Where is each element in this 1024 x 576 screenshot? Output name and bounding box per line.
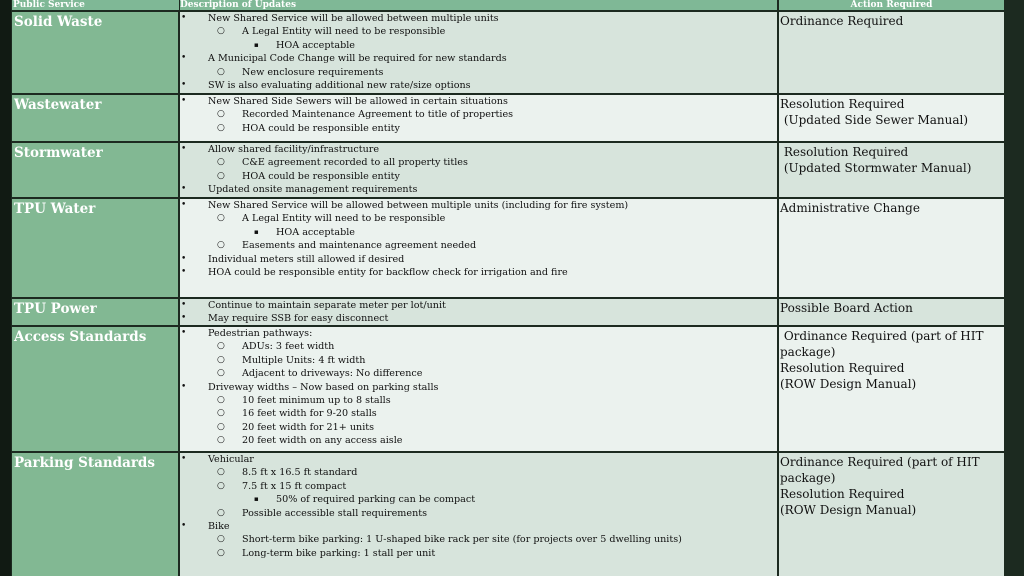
bullet-icon: • bbox=[181, 313, 187, 324]
action-text: Ordinance Required (part of HIT bbox=[780, 455, 980, 469]
action-text: Administrative Change bbox=[780, 201, 920, 215]
service-name: Solid Waste bbox=[12, 12, 178, 93]
description-item: Vehicular bbox=[208, 454, 254, 465]
bullet-icon: ○ bbox=[217, 122, 225, 133]
description-item: 20 feet width for 21+ units bbox=[242, 421, 375, 433]
bullet-icon: ○ bbox=[217, 26, 225, 37]
bullet-icon: ○ bbox=[217, 435, 225, 446]
description-item: Long-term bike parking: 1 stall per unit bbox=[242, 547, 436, 559]
bullet-icon: ○ bbox=[217, 341, 225, 352]
bullet-icon: ○ bbox=[217, 170, 225, 181]
action-cell bbox=[779, 95, 1004, 141]
description-item: 7.5 ft x 15 ft compact bbox=[242, 480, 347, 492]
bullet-icon: ○ bbox=[217, 354, 225, 365]
bullet-icon: • bbox=[181, 80, 187, 90]
description-cell bbox=[180, 95, 777, 141]
bullet-icon: ○ bbox=[217, 213, 225, 224]
header-description: Description of Updates bbox=[180, 0, 777, 10]
service-name: Access Standards bbox=[12, 327, 178, 451]
description-item: New Shared Service will be allowed between multiple units bbox=[208, 13, 499, 24]
bullet-icon: ○ bbox=[217, 109, 225, 120]
description-item: Allow shared facility/infrastructure bbox=[208, 144, 380, 155]
description-item: 10 feet minimum up to 8 stalls bbox=[242, 395, 391, 406]
description-item: Short-term bike parking: 1 U-shaped bike rack per site (for projects over 5 dwelling units) bbox=[242, 534, 682, 546]
description-cell bbox=[180, 199, 777, 297]
bullet-icon: ▪ bbox=[254, 495, 259, 504]
bullet-icon: • bbox=[181, 144, 187, 154]
bullet-icon: ○ bbox=[217, 66, 225, 77]
bullet-icon: ▪ bbox=[254, 40, 259, 49]
bullet-icon: ○ bbox=[217, 157, 225, 168]
action-text: Possible Board Action bbox=[780, 301, 913, 315]
action-text: (Updated Side Sewer Manual) bbox=[780, 113, 969, 127]
description-item: New enclosure requirements bbox=[242, 66, 384, 78]
service-name: Stormwater bbox=[12, 143, 178, 197]
bullet-icon: ○ bbox=[217, 534, 225, 545]
bullet-icon: • bbox=[181, 381, 187, 392]
bullet-icon: ○ bbox=[217, 408, 225, 419]
action-text: (ROW Design Manual) bbox=[780, 377, 917, 391]
bullet-icon: ○ bbox=[217, 467, 225, 478]
bullet-icon: ○ bbox=[217, 547, 225, 558]
description-cell bbox=[180, 143, 777, 197]
bullet-icon: ○ bbox=[217, 421, 225, 432]
description-item: Easements and maintenance agreement needed bbox=[242, 240, 477, 252]
action-text: Resolution Required bbox=[780, 361, 905, 375]
description-cell bbox=[180, 453, 777, 576]
action-cell bbox=[779, 199, 1004, 297]
description-item: HOA acceptable bbox=[276, 39, 355, 51]
description-item: 20 feet width on any access aisle bbox=[242, 435, 403, 447]
bullet-icon: • bbox=[181, 200, 187, 210]
description-item: ADUs: 3 feet width bbox=[242, 341, 335, 353]
description-item: Bike bbox=[208, 521, 230, 532]
action-cell bbox=[779, 453, 1004, 576]
action-cell bbox=[779, 12, 1004, 93]
bullet-icon: • bbox=[181, 253, 187, 264]
action-text: Resolution Required bbox=[780, 145, 909, 159]
description-item: A Legal Entity will need to be responsible bbox=[242, 213, 446, 225]
service-name: TPU Power bbox=[12, 299, 178, 325]
action-text: Resolution Required bbox=[780, 487, 905, 501]
description-item: HOA acceptable bbox=[276, 226, 355, 238]
action-text: package) bbox=[780, 345, 836, 359]
description-item: New Shared Side Sewers will be allowed in certain situations bbox=[208, 96, 508, 107]
bullet-icon: • bbox=[181, 454, 187, 464]
bullet-icon: • bbox=[181, 328, 187, 338]
service-name: Wastewater bbox=[12, 95, 178, 141]
bullet-icon: ○ bbox=[217, 240, 225, 251]
service-name: TPU Water bbox=[12, 199, 178, 297]
description-item: HOA could be responsible entity bbox=[242, 170, 400, 182]
description-item: Adjacent to driveways: No difference bbox=[242, 368, 423, 380]
description-cell bbox=[180, 327, 777, 451]
description-item: Recorded Maintenance Agreement to title of properties bbox=[242, 109, 514, 121]
description-item: Updated onsite management requirements bbox=[208, 184, 418, 196]
action-text: (ROW Design Manual) bbox=[780, 503, 917, 517]
description-item: Multiple Units: 4 ft width bbox=[242, 354, 366, 366]
slide-left-edge bbox=[0, 0, 11, 576]
bullet-icon: ○ bbox=[217, 395, 225, 405]
description-cell bbox=[180, 12, 777, 93]
bullet-icon: ○ bbox=[217, 507, 225, 518]
description-item: Driveway widths – Now based on parking stalls bbox=[208, 381, 439, 393]
action-cell bbox=[779, 299, 1004, 325]
description-item: A Legal Entity will need to be responsible bbox=[242, 26, 446, 38]
description-cell bbox=[180, 299, 777, 325]
bullet-icon: • bbox=[181, 13, 187, 23]
action-text: (Updated Stormwater Manual) bbox=[780, 161, 972, 175]
header-action: Action Required bbox=[779, 0, 1004, 10]
action-cell bbox=[779, 143, 1004, 197]
action-text: Ordinance Required (part of HIT bbox=[780, 329, 984, 343]
bullet-icon: • bbox=[181, 53, 187, 64]
bullet-icon: • bbox=[181, 267, 187, 277]
description-item: Continue to maintain separate meter per lot/unit bbox=[208, 300, 446, 311]
description-item: Possible accessible stall requirements bbox=[242, 507, 428, 519]
description-item: A Municipal Code Change will be required for new standards bbox=[208, 53, 507, 65]
bullet-icon: • bbox=[181, 300, 187, 310]
description-item: New Shared Service will be allowed between multiple units (including for fire system) bbox=[208, 200, 629, 211]
action-text: package) bbox=[780, 471, 836, 485]
bullet-icon: • bbox=[181, 521, 187, 531]
description-item: May require SSB for easy disconnect bbox=[208, 313, 389, 325]
description-item: 8.5 ft x 16.5 ft standard bbox=[242, 467, 358, 479]
action-cell bbox=[779, 327, 1004, 451]
service-name: Parking Standards bbox=[12, 453, 178, 576]
bullet-icon: • bbox=[181, 184, 187, 195]
bullet-icon: ○ bbox=[217, 368, 225, 379]
description-item: C&E agreement recorded to all property titles bbox=[242, 157, 468, 169]
description-item: HOA could be responsible entity for backflow check for irrigation and fire bbox=[208, 267, 568, 278]
bullet-icon: ○ bbox=[217, 480, 225, 491]
description-item: Pedestrian pathways: bbox=[208, 328, 313, 339]
description-item: HOA could be responsible entity bbox=[242, 122, 400, 134]
action-text: Ordinance Required bbox=[780, 14, 904, 28]
action-text: Resolution Required bbox=[780, 97, 905, 111]
description-item: SW is also evaluating additional new rate/size options bbox=[208, 80, 471, 91]
description-item: Individual meters still allowed if desired bbox=[208, 253, 405, 265]
description-item: 16 feet width for 9-20 stalls bbox=[242, 408, 377, 420]
bullet-icon: ▪ bbox=[254, 227, 259, 236]
bullet-icon: • bbox=[181, 96, 187, 106]
header-public-service: Public Service bbox=[12, 0, 179, 10]
description-item: 50% of required parking can be compact bbox=[276, 494, 476, 506]
